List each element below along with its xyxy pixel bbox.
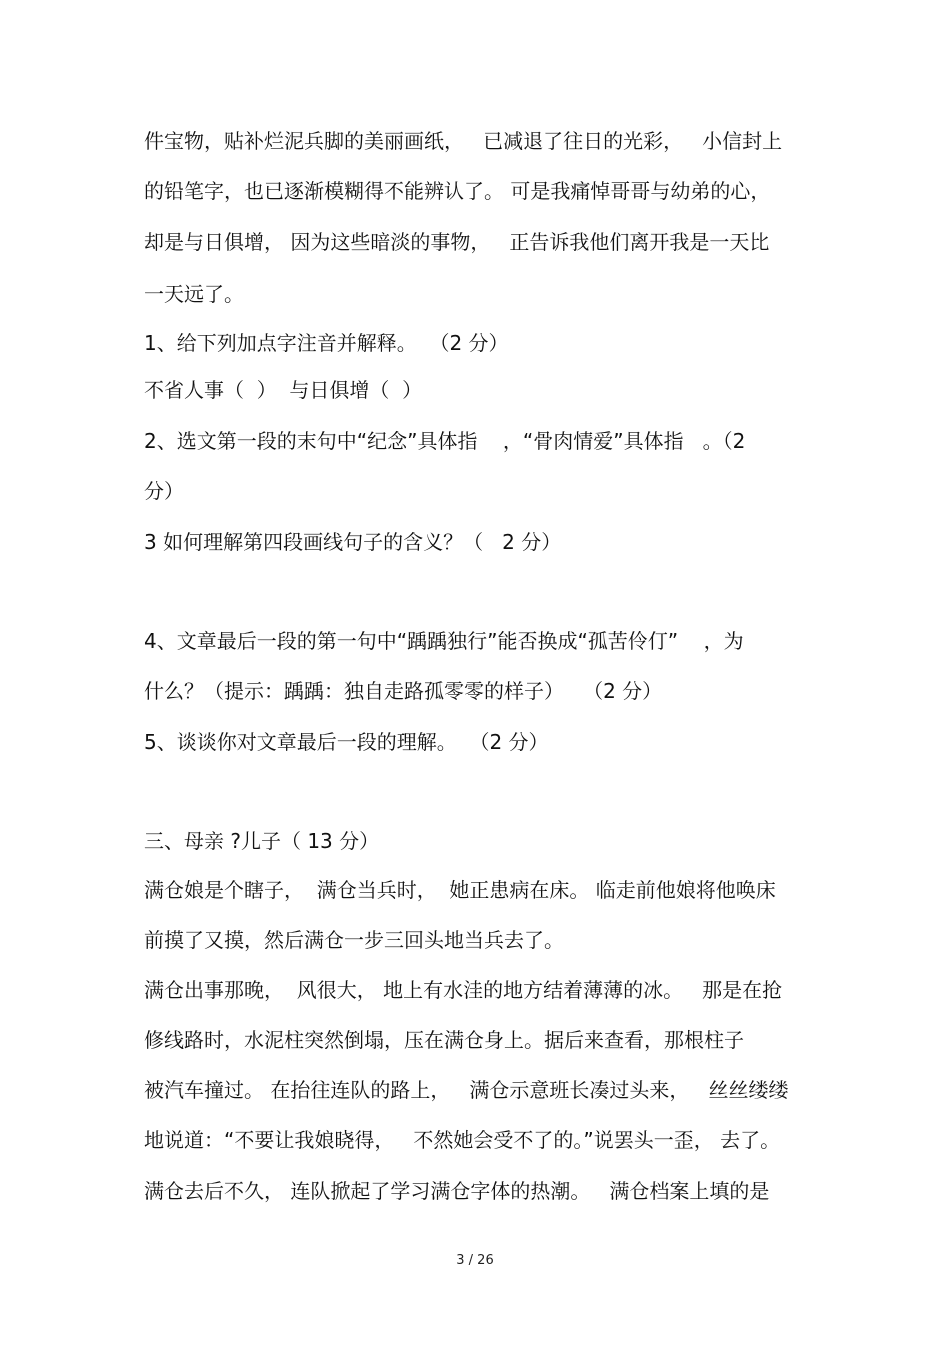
question-4-line-1: 4、文章最后一段的第一句中“踽踽独行”能否换成“孤苦伶仃” ，为 bbox=[144, 629, 744, 653]
question-2-line-1: 2、选文第一段的末句中“纪念”具体指 ，“骨肉情爱”具体指 。（2 bbox=[144, 429, 746, 453]
section-3-line-4: 修线路时，水泥柱突然倒塌，压在满仓身上。据后来查看，那根柱子 bbox=[144, 1028, 744, 1052]
question-2-line-2: 分） bbox=[144, 479, 184, 503]
page-number: 3 / 26 bbox=[456, 1253, 494, 1268]
question-4-line-2: 什么？（提示：踽踽：独自走路孤零零的样子） （2 分） bbox=[144, 679, 663, 703]
section-3-line-3: 满仓出事那晚， 风很大， 地上有水洼的地方结着薄薄的冰。 那是在抢 bbox=[144, 978, 783, 1002]
question-5: 5、谈谈你对文章最后一段的理解。 （2 分） bbox=[144, 730, 549, 754]
question-1-items: 不省人事（ ） 与日俱增（ ） bbox=[144, 378, 423, 402]
passage-line-4: 一天远了。 bbox=[144, 282, 244, 306]
section-3-line-1: 满仓娘是个瞎子， 满仓当兵时， 她正患病在床。 临走前他娘将他唤床 bbox=[144, 878, 776, 902]
section-3-line-7: 满仓去后不久， 连队掀起了学习满仓字体的热潮。 满仓档案上填的是 bbox=[144, 1179, 770, 1203]
section-3-line-6: 地说道：“不要让我娘晓得， 不然她会受不了的。”说罢头一歪， 去了。 bbox=[144, 1128, 781, 1152]
question-1: 1、给下列加点字注音并解释。 （2 分） bbox=[144, 331, 509, 355]
passage-line-2: 的铅笔字，也已逐渐模糊得不能辨认了。 可是我痛悼哥哥与幼弟的心， bbox=[144, 179, 771, 203]
section-3-heading: 三、母亲 ?儿子（ 13 分） bbox=[144, 829, 380, 853]
section-3-line-2: 前摸了又摸，然后满仓一步三回头地当兵去了。 bbox=[144, 928, 564, 952]
section-3-line-5: 被汽车撞过。 在抬往连队的路上， 满仓示意班长凑过头来， 丝丝缕缕 bbox=[144, 1078, 789, 1102]
passage-line-3: 却是与日俱增， 因为这些暗淡的事物， 正告诉我他们离开我是一天比 bbox=[144, 230, 770, 254]
question-3: 3 如何理解第四段画线句子的含义？（ 2 分） bbox=[144, 530, 562, 554]
passage-line-1: 件宝物，贴补烂泥兵脚的美丽画纸， 已减退了往日的光彩， 小信封上 bbox=[144, 129, 783, 153]
